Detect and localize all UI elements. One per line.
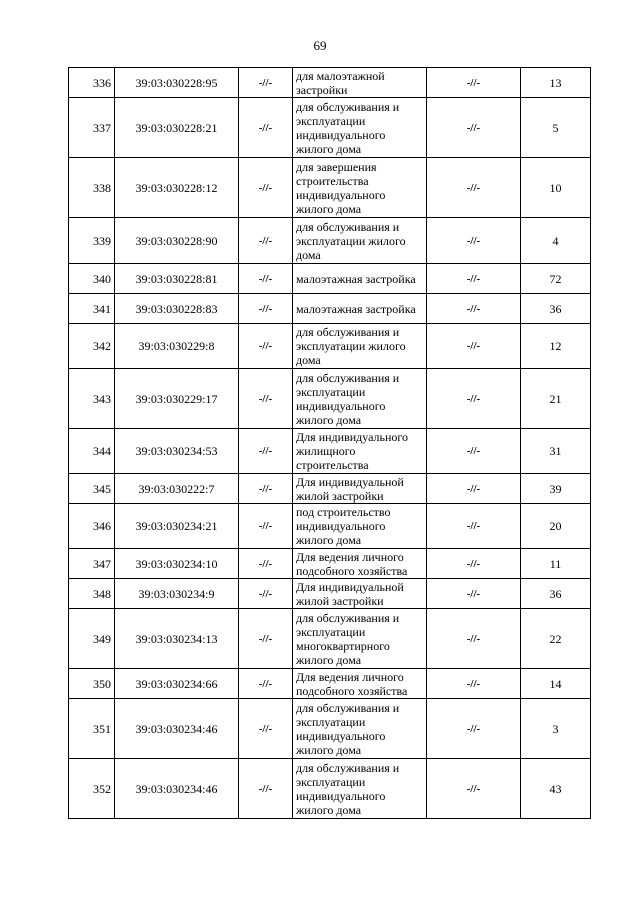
area-value: 13 bbox=[521, 68, 591, 98]
ditto-mark: -//- bbox=[239, 158, 293, 218]
ditto-mark: -//- bbox=[427, 699, 521, 759]
ditto-mark: -//- bbox=[427, 759, 521, 819]
permitted-use: для обслуживания и эксплуатации индивидуального жилого дома bbox=[293, 759, 427, 819]
table-row bbox=[69, 294, 591, 324]
row-number: 342 bbox=[69, 324, 115, 369]
ditto-mark: -//- bbox=[239, 324, 293, 369]
table-row bbox=[69, 759, 591, 819]
area-value: 3 bbox=[521, 699, 591, 759]
ditto-mark: -//- bbox=[427, 68, 521, 98]
area-value: 14 bbox=[521, 669, 591, 699]
area-value: 43 bbox=[521, 759, 591, 819]
permitted-use: Для ведения личного подсобного хозяйства bbox=[293, 669, 427, 699]
ditto-mark: -//- bbox=[239, 759, 293, 819]
permitted-use: для завершения строительства индивидуального жилого дома bbox=[293, 158, 427, 218]
cadastral-number: 39:03:030228:83 bbox=[115, 294, 239, 324]
ditto-mark: -//- bbox=[427, 294, 521, 324]
cadastral-number: 39:03:030228:12 bbox=[115, 158, 239, 218]
row-number: 341 bbox=[69, 294, 115, 324]
cadastral-number: 39:03:030228:21 bbox=[115, 98, 239, 158]
ditto-mark: -//- bbox=[427, 264, 521, 294]
table-row bbox=[69, 218, 591, 264]
page-number: 69 bbox=[313, 38, 327, 53]
ditto-mark: -//- bbox=[239, 549, 293, 579]
permitted-use: малоэтажная застройка bbox=[293, 264, 427, 294]
cadastral-number: 39:03:030228:95 bbox=[115, 68, 239, 98]
row-number: 337 bbox=[69, 98, 115, 158]
row-number: 339 bbox=[69, 218, 115, 264]
row-number: 345 bbox=[69, 474, 115, 504]
ditto-mark: -//- bbox=[427, 324, 521, 369]
cadastral-number: 39:03:030229:17 bbox=[115, 369, 239, 429]
ditto-mark: -//- bbox=[427, 98, 521, 158]
permitted-use: для обслуживания и эксплуатации индивидуального жилого дома bbox=[293, 98, 427, 158]
ditto-mark: -//- bbox=[239, 98, 293, 158]
ditto-mark: -//- bbox=[427, 549, 521, 579]
permitted-use: под строительство индивидуального жилого дома bbox=[293, 504, 427, 549]
ditto-mark: -//- bbox=[239, 68, 293, 98]
ditto-mark: -//- bbox=[427, 218, 521, 264]
cadastral-number: 39:03:030234:66 bbox=[115, 669, 239, 699]
row-number: 343 bbox=[69, 369, 115, 429]
permitted-use: Для индивидуального жилищного строительства bbox=[293, 429, 427, 474]
ditto-mark: -//- bbox=[239, 264, 293, 294]
row-number: 349 bbox=[69, 609, 115, 669]
cadastral-number: 39:03:030234:53 bbox=[115, 429, 239, 474]
row-number: 350 bbox=[69, 669, 115, 699]
table-row bbox=[69, 699, 591, 759]
permitted-use: для обслуживания и эксплуатации многоквартирного жилого дома bbox=[293, 609, 427, 669]
permitted-use: Для ведения личного подсобного хозяйства bbox=[293, 549, 427, 579]
table-row bbox=[69, 579, 591, 609]
permitted-use: для обслуживания и эксплуатации жилого дома bbox=[293, 218, 427, 264]
cadastral-number: 39:03:030222:7 bbox=[115, 474, 239, 504]
permitted-use: для обслуживания и эксплуатации индивидуального жилого дома bbox=[293, 369, 427, 429]
permitted-use: для обслуживания и эксплуатации жилого дома bbox=[293, 324, 427, 369]
row-number: 346 bbox=[69, 504, 115, 549]
ditto-mark: -//- bbox=[427, 474, 521, 504]
ditto-mark: -//- bbox=[427, 579, 521, 609]
row-number: 336 bbox=[69, 68, 115, 98]
area-value: 22 bbox=[521, 609, 591, 669]
area-value: 36 bbox=[521, 579, 591, 609]
table-row bbox=[69, 429, 591, 474]
ditto-mark: -//- bbox=[239, 579, 293, 609]
table-row bbox=[69, 609, 591, 669]
ditto-mark: -//- bbox=[239, 699, 293, 759]
ditto-mark: -//- bbox=[239, 429, 293, 474]
ditto-mark: -//- bbox=[239, 504, 293, 549]
ditto-mark: -//- bbox=[239, 474, 293, 504]
area-value: 11 bbox=[521, 549, 591, 579]
area-value: 5 bbox=[521, 98, 591, 158]
cadastral-number: 39:03:030234:9 bbox=[115, 579, 239, 609]
area-value: 4 bbox=[521, 218, 591, 264]
area-value: 20 bbox=[521, 504, 591, 549]
ditto-mark: -//- bbox=[427, 669, 521, 699]
ditto-mark: -//- bbox=[239, 294, 293, 324]
area-value: 72 bbox=[521, 264, 591, 294]
table-row bbox=[69, 158, 591, 218]
permitted-use: Для индивидуальной жилой застройки bbox=[293, 579, 427, 609]
table-row bbox=[69, 504, 591, 549]
ditto-mark: -//- bbox=[427, 429, 521, 474]
ditto-mark: -//- bbox=[239, 218, 293, 264]
area-value: 21 bbox=[521, 369, 591, 429]
cadastral-number: 39:03:030228:81 bbox=[115, 264, 239, 294]
area-value: 39 bbox=[521, 474, 591, 504]
permitted-use: для малоэтажной застройки bbox=[293, 68, 427, 98]
row-number: 338 bbox=[69, 158, 115, 218]
table-row bbox=[69, 264, 591, 294]
land-plot-table bbox=[68, 67, 591, 819]
row-number: 351 bbox=[69, 699, 115, 759]
cadastral-number: 39:03:030234:13 bbox=[115, 609, 239, 669]
area-value: 31 bbox=[521, 429, 591, 474]
table-row bbox=[69, 669, 591, 699]
table-row bbox=[69, 369, 591, 429]
permitted-use: Для индивидуальной жилой застройки bbox=[293, 474, 427, 504]
row-number: 352 bbox=[69, 759, 115, 819]
ditto-mark: -//- bbox=[239, 369, 293, 429]
ditto-mark: -//- bbox=[427, 504, 521, 549]
ditto-mark: -//- bbox=[427, 609, 521, 669]
cadastral-number: 39:03:030229:8 bbox=[115, 324, 239, 369]
ditto-mark: -//- bbox=[239, 609, 293, 669]
permitted-use: для обслуживания и эксплуатации индивидуального жилого дома bbox=[293, 699, 427, 759]
table-row bbox=[69, 324, 591, 369]
cadastral-number: 39:03:030234:46 bbox=[115, 759, 239, 819]
table-row bbox=[69, 98, 591, 158]
table-row bbox=[69, 549, 591, 579]
cadastral-number: 39:03:030234:10 bbox=[115, 549, 239, 579]
table-row bbox=[69, 474, 591, 504]
row-number: 347 bbox=[69, 549, 115, 579]
ditto-mark: -//- bbox=[427, 158, 521, 218]
cadastral-number: 39:03:030228:90 bbox=[115, 218, 239, 264]
area-value: 10 bbox=[521, 158, 591, 218]
row-number: 344 bbox=[69, 429, 115, 474]
row-number: 348 bbox=[69, 579, 115, 609]
ditto-mark: -//- bbox=[427, 369, 521, 429]
table-row bbox=[69, 68, 591, 98]
area-value: 12 bbox=[521, 324, 591, 369]
area-value: 36 bbox=[521, 294, 591, 324]
cadastral-number: 39:03:030234:21 bbox=[115, 504, 239, 549]
ditto-mark: -//- bbox=[239, 669, 293, 699]
permitted-use: малоэтажная застройка bbox=[293, 294, 427, 324]
row-number: 340 bbox=[69, 264, 115, 294]
cadastral-number: 39:03:030234:46 bbox=[115, 699, 239, 759]
